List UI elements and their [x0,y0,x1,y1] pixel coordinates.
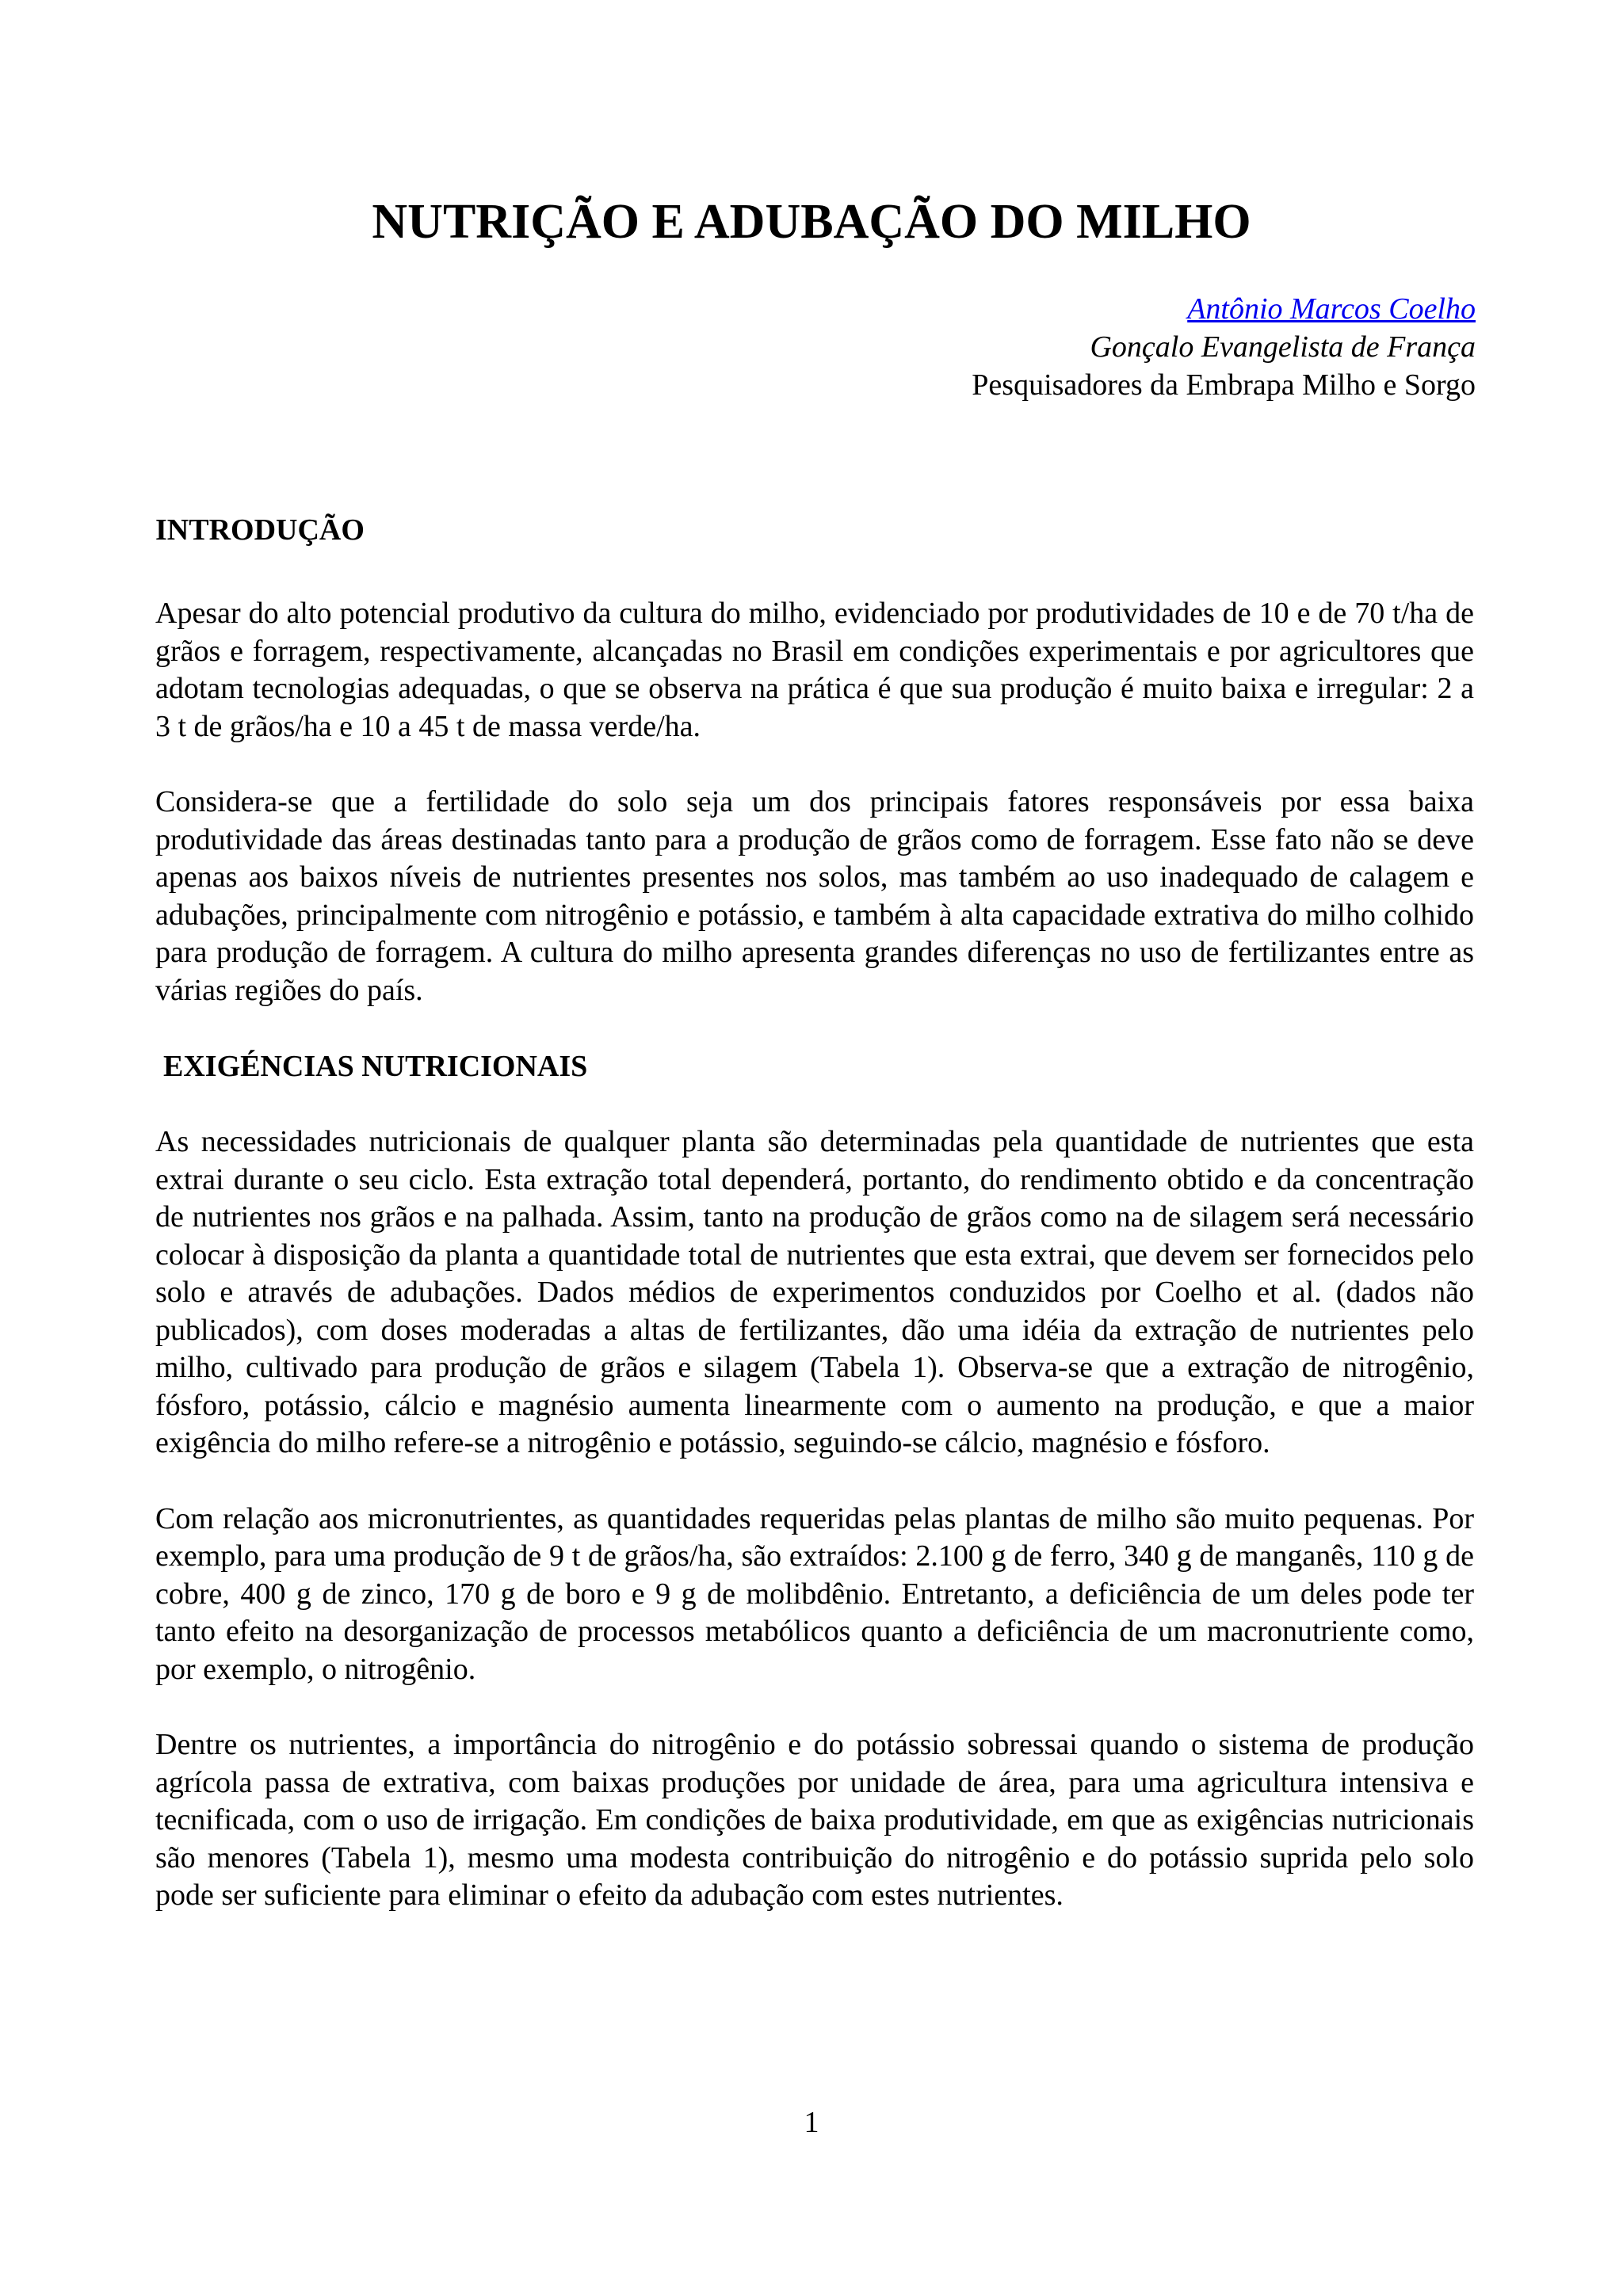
document-body [155,511,1474,1915]
coauthor-name: Gonçalo Evangelista de França [1090,330,1476,364]
author-affiliation: Pesquisadores da Embrapa Milho e Sorgo [972,368,1476,402]
author-block [972,290,1476,404]
paragraph: Apesar do alto potencial produtivo da cultura do milho, evidenciado por produtividades de 10 e de 70 t/ha de grãos e forragem, respectivamente, alcançadas no Brasil em condições experimentais e por agricultores que adotam tecnologias adequadas, o que se observa na prática é que sua produção é muito baixa e irregular: 2 a 3 t de grãos/ha e 10 a 45 t de massa verde/ha. [155,597,1474,743]
section-heading-introducao: INTRODUÇÃO [155,513,365,547]
author-link[interactable]: Antônio Marcos Coelho [1187,292,1476,326]
paragraph: Com relação aos micronutrientes, as quantidades requeridas pelas plantas de milho são muito pequenas. Por exemplo, para uma produção de 9 t de grãos/ha, são extraídos: 2.100 g de ferro, 340 g de manganês, 110 g de cobre, 400 g de zinco, 170 g de boro e 9 g de molibdênio. Entretanto, a deficiência de um deles pode ter tanto efeito na desorganização de processos metabólicos quanto a deficiência de um macronutriente como, por exemplo, o nitrogênio. [155,1501,1474,1686]
paragraph: As necessidades nutricionais de qualquer planta são determinadas pela quantidade de nutrientes que esta extrai durante o seu ciclo. Esta extração total dependerá, portanto, do rendimento obtido e da concentração de nutrientes nos grãos e na palhada. Assim, tanto na produção de grãos como na de silagem será necessário colocar à disposição da planta a quantidade total de nutrientes que esta extrai, que devem ser fornecidos pelo solo e através de adubações. Dados médios de experimentos conduzidos por Coelho et al. (dados não publicados), com doses moderadas a altas de fertilizantes, dão uma idéia da extração de nutrientes pelo milho, cultivado para produção de grãos e silagem (Tabela 1). Observa-se que a extração de nitrogênio, fósforo, potássio, cálcio e magnésio aumenta linearmente com o aumento na produção, e que a maior exigência do milho refere-se a nitrogênio e potássio, seguindo-se cálcio, magnésio e fósforo. [155,1125,1474,1459]
paragraph: Considera-se que a fertilidade do solo seja um dos principais fatores responsáveis por essa baixa produtividade das áreas destinadas tanto para a produção de grãos como de forragem. Esse fato não se deve apenas aos baixos níveis de nutrientes presentes nos solos, mas também ao uso inadequado de calagem e adubações, principalmente com nitrogênio e potássio, e também à alta capacidade extrativa do milho colhido para produção de forragem. A cultura do milho apresenta grandes diferenças no uso de fertilizantes entre as várias regiões do país. [155,785,1474,1007]
section-heading-exigencias: EXIGÉNCIAS NUTRICIONAIS [163,1050,588,1083]
page-number: 1 [804,2106,819,2139]
page-title: NUTRIÇÃO E ADUBAÇÃO DO MILHO [372,195,1251,249]
paragraph: Dentre os nutrientes, a importância do nitrogênio e do potássio sobressai quando o sistema de produção agrícola passa de extrativa, com baixas produções por unidade de área, para uma agricultura intensiva e tecnificada, com o uso de irrigação. Em condições de baixa produtividade, em que as exigências nutricionais são menores (Tabela 1), mesmo uma modesta contribuição do nitrogênio e do potássio suprida pelo solo pode ser suficiente para eliminar o efeito da adubação com estes nutrientes. [155,1728,1474,1912]
